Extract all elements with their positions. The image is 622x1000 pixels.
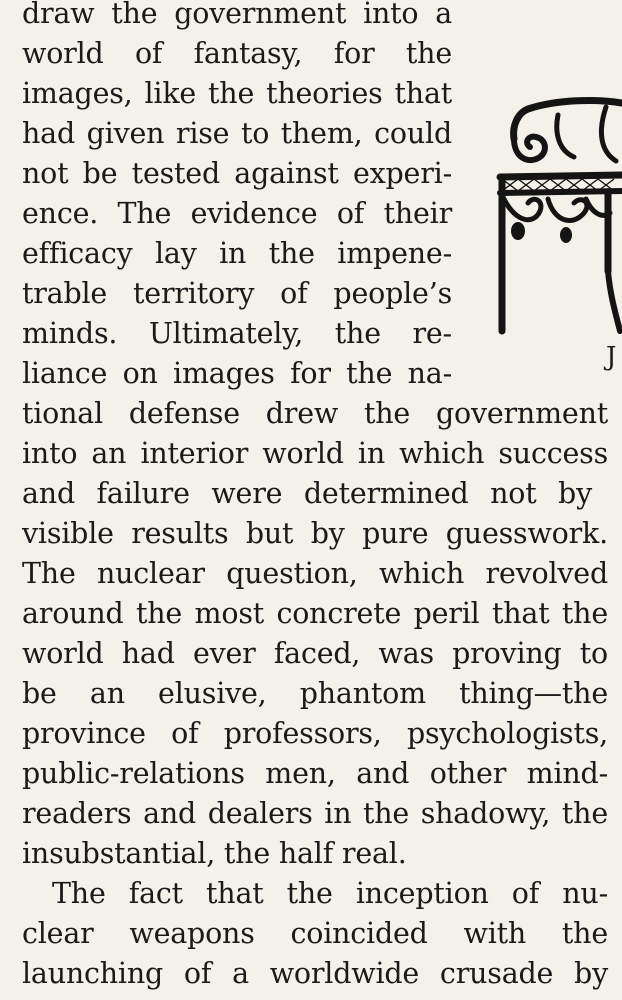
- text-line: not be tested against experi-: [22, 157, 452, 190]
- text-line: world of fantasy, for the: [22, 37, 452, 70]
- text-line: The nuclear question, which revolved: [22, 557, 608, 590]
- text-line: world had ever faced, was proving to: [22, 637, 608, 670]
- text-line: around the most concrete peril that the: [22, 597, 608, 630]
- chair-illustration-icon: [488, 95, 622, 335]
- text-line: had given rise to them, could: [22, 117, 452, 150]
- text-line: visible results but by pure guesswork.: [22, 517, 608, 550]
- text-line: be an elusive, phantom thing—the: [22, 677, 608, 710]
- text-line: public-relations men, and other mind-: [22, 757, 608, 790]
- margin-letter: J: [606, 342, 617, 372]
- text-line: images, like the theories that: [22, 77, 452, 110]
- text-line: draw the government into a: [22, 0, 452, 30]
- text-line: minds. Ultimately, the re-: [22, 317, 452, 350]
- text-line: launching of a worldwide crusade by: [22, 957, 608, 990]
- text-line: trable territory of people’s: [22, 277, 452, 310]
- text-line: tional defense drew the government: [22, 397, 608, 430]
- text-line: readers and dealers in the shadowy, the: [22, 797, 608, 830]
- text-line: efficacy lay in the impene-: [22, 237, 452, 270]
- text-line: and failure were determined not by: [22, 477, 592, 510]
- text-line: The fact that the inception of nu-: [52, 877, 608, 910]
- text-line: into an interior world in which success: [22, 437, 608, 470]
- text-line: liance on images for the na-: [22, 357, 452, 390]
- text-line: clear weapons coincided with the: [22, 917, 608, 950]
- text-line: insubstantial, the half real.: [22, 837, 407, 870]
- text-line: province of professors, psychologists,: [22, 717, 608, 750]
- text-line: ence. The evidence of their: [22, 197, 452, 230]
